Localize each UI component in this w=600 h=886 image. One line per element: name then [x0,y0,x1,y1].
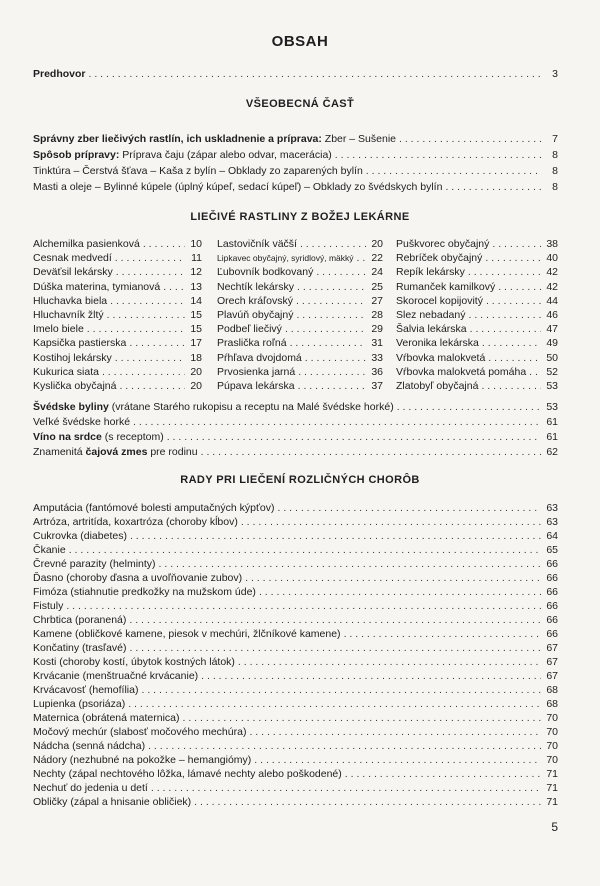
leader-dots [357,251,366,265]
entry-label: Nádcha (senná nádcha) [33,740,146,752]
entry-page: 29 [371,323,383,336]
entry-label: Chrbtica (poranená) [33,614,127,626]
entry-label: Slez nebadaný [396,309,466,321]
entry-page: 68 [546,698,558,710]
toc-entry[interactable] [33,627,558,641]
entry-label: Kyslička obyčajná [33,380,117,392]
leader-dots [285,322,366,336]
entry-page: 40 [546,252,558,265]
leader-dots [133,415,541,429]
leader-dots [298,365,366,379]
entry-bold-label: Víno na srdce [33,431,102,443]
entry-label: Ďasno (choroby ďasna a uvoľňovanie zubov) [33,572,243,584]
leader-dots [119,379,185,393]
leader-dots [468,308,541,322]
leader-dots [110,294,185,308]
toc-entry[interactable] [33,557,558,571]
toc-entry[interactable] [33,641,558,655]
entry-page: 49 [546,337,558,350]
toc-entry[interactable] [396,237,558,251]
toc-entry[interactable] [33,280,202,294]
toc-entry[interactable] [217,379,383,393]
entry-label: Krvácavosť (hemofília) [33,684,139,696]
entry-label: Kosti (choroby kostí, úbytok kostných látok) [33,656,235,668]
entry-page: 8 [552,165,558,177]
toc-entry[interactable] [396,265,558,279]
entry-label: Podbeľ liečivý [217,323,282,336]
toc-entry[interactable] [33,613,558,627]
leader-dots [296,294,366,308]
entry-page: 66 [546,628,558,640]
entry-label: Nechty (zápal nechtového lôžka, lámavé nechty alebo poškodené) [33,768,342,780]
entry-label: Alchemilka pasienková [33,238,140,250]
entry-page: 46 [546,309,558,321]
toc-entry[interactable] [396,294,558,308]
toc-entry[interactable] [33,795,558,809]
leader-dots [116,265,185,279]
entry-page: 18 [190,351,202,364]
entry-page: 44 [546,294,558,307]
toc-entry[interactable] [33,655,558,669]
page-title: OBSAH [271,33,329,50]
leader-dots [399,132,541,146]
toc-entry[interactable] [33,415,558,429]
entry-label: Nechuť do jedenia u detí [33,782,148,794]
toc-entry[interactable] [217,365,383,379]
entry-page: 66 [546,600,558,612]
leader-dots [129,613,541,627]
entry-label: Prvosienka jarná [217,365,296,378]
leader-dots [241,515,541,529]
leader-dots [182,711,541,725]
toc-entry[interactable] [33,430,558,444]
toc-entry[interactable] [33,669,558,683]
leader-dots [102,365,185,379]
entry-page: 64 [546,530,558,542]
entry-page: 53 [546,401,558,413]
leader-dots [141,683,541,697]
leader-dots [259,585,541,599]
toc-entry[interactable] [33,351,202,365]
leader-dots [366,164,541,178]
entry-label: Cukrovka (diabetes) [33,530,127,542]
entry-label: Repík lekársky [396,266,465,279]
toc-entry[interactable] [33,697,558,711]
entry-label: Cesnak medvedí [33,252,112,265]
entry-label: Vŕbovka malokvetá [396,351,486,364]
entry-page: 42 [546,266,558,279]
entry-label: Pŕhľava dvojdomá [217,351,302,364]
toc-entry[interactable] [33,571,558,585]
entry-label: Šalvia lekárska [396,323,467,336]
entry-label: Puškvorec obyčajný [396,238,490,250]
entry-page: 67 [546,642,558,654]
entry-page: 22 [371,252,383,265]
entry-page: 61 [546,431,558,443]
leader-dots [254,753,541,767]
leader-dots [345,767,541,781]
leader-dots [107,308,185,322]
toc-entry[interactable] [396,379,558,393]
entry-page: 66 [546,614,558,626]
leader-dots [89,67,541,81]
toc-entry[interactable] [33,365,202,379]
entry-page: 38 [546,238,558,250]
entry-page: 7 [552,133,558,145]
entry-label: Nádory (nezhubné na pokožke – hemangiómy) [33,754,252,766]
toc-entry[interactable] [396,308,558,322]
section-heading-advice: RADY PRI LIEČENÍ ROZLIČNÝCH CHORÔB [180,474,420,486]
entry-label: Plavúň obyčajný [217,309,294,321]
leader-dots [115,351,185,365]
toc-entry[interactable] [33,164,558,178]
entry-label: Dúška materina, tymianová [33,280,161,293]
toc-entry[interactable] [396,351,558,365]
entry-label: Veľké švédske horké [33,416,131,428]
entry-label: Krvácanie (menštruačné krvácanie) [33,670,199,682]
entry-label: Imelo biele [33,323,84,336]
entry-label: Močový mechúr (slabosť močového mechúra) [33,726,247,738]
entry-page: 68 [546,684,558,696]
leader-dots [69,543,541,557]
entry-bold-label: Spôsob prípravy: [33,149,120,161]
entry-label: Tinktúra – Čerstvá šťava – Kaša z bylín – Obklady zo zaparených bylín [33,165,363,177]
toc-entry[interactable] [217,237,383,251]
leader-dots [249,725,541,739]
entry-page: 66 [546,558,558,570]
leader-dots [486,294,541,308]
leader-dots [468,265,541,279]
entry-page: 52 [546,365,558,378]
toc-entry[interactable] [33,180,558,194]
toc-entry[interactable] [396,322,558,336]
toc-entry[interactable] [33,585,558,599]
leader-dots [305,351,366,365]
toc-entry[interactable] [33,543,558,557]
entry-page: 66 [546,586,558,598]
entry-label: Rebríček obyčajný [396,252,483,265]
entry-page: 13 [190,280,202,293]
leader-dots [481,379,541,393]
entry-label: Lastovičník väčší [217,238,297,250]
toc-entry[interactable] [33,379,202,393]
entry-page: 12 [190,266,202,279]
leader-dots [492,237,541,251]
toc-entry[interactable] [396,336,558,350]
entry-page: 63 [546,502,558,514]
toc-entry[interactable] [33,148,558,162]
entry-page: 62 [546,446,558,458]
entry-label: Nechtík lekársky [217,280,295,293]
toc-entry[interactable] [33,265,202,279]
leader-dots [296,308,366,322]
entry-page: 33 [371,351,383,364]
entry-page: 71 [546,782,558,794]
toc-entry-predhovor[interactable] [33,67,558,81]
entry-label: Hluchavník žltý [33,309,104,321]
entry-label: Praslička roľná [217,337,287,350]
entry-page: 63 [546,516,558,528]
leader-dots [115,251,185,265]
section-heading-plants: LIEČIVÉ RASTLINY Z BOŽEJ LEKÁRNE [190,211,410,223]
entry-page: 24 [371,266,383,279]
page-number: 5 [551,820,558,834]
leader-dots [148,739,541,753]
leader-dots [529,365,541,379]
leader-dots [201,445,541,459]
toc-entry[interactable] [217,265,383,279]
leader-dots [66,599,541,613]
entry-page: 50 [546,351,558,364]
entry-label: Končatiny (trasľavé) [33,642,127,654]
toc-entry[interactable] [33,753,558,767]
leader-dots [488,351,541,365]
leader-dots [297,280,366,294]
entry-label: Masti a oleje – Bylinné kúpele (úplný kúpeľ, sedací kúpeľ) – Obklady zo švédskych bylín [33,181,443,193]
entry-label: Skorocel kopijovitý [396,294,483,307]
entry-label: Obličky (zápal a hnisanie obličiek) [33,796,192,808]
toc-entry[interactable] [217,280,383,294]
toc-entry[interactable] [33,515,558,529]
toc-entry[interactable] [217,294,383,308]
entry-label: Lipkavec obyčajný, syridlový, mäkký [217,253,354,264]
entry-page: 28 [371,309,383,321]
leader-dots [290,336,366,350]
leader-dots [201,669,541,683]
leader-dots [485,251,541,265]
leader-dots [143,237,185,251]
entry-page: 67 [546,656,558,668]
entry-label: Kapsička pastierska [33,337,127,350]
entry-page: 11 [191,252,202,265]
entry-page: 14 [190,294,202,307]
toc-entry[interactable] [33,308,202,322]
entry-label: pre rodinu [147,446,198,458]
entry-label: Predhovor [33,68,86,80]
entry-label: Znamenitá [33,446,86,458]
leader-dots [498,280,541,294]
entry-label: Deväťsil lekársky [33,266,113,279]
toc-entry[interactable] [33,322,202,336]
entry-page: 15 [190,323,202,336]
entry-label: Maternica (obrátená maternica) [33,712,180,724]
leader-dots [300,237,366,251]
leader-dots [163,280,185,294]
entry-label: Kukurica siata [33,365,99,378]
leader-dots [151,781,541,795]
leader-dots [130,641,541,655]
entry-page: 67 [546,670,558,682]
entry-page: 71 [546,796,558,808]
entry-page: 20 [190,365,202,378]
toc-entry[interactable] [33,767,558,781]
entry-label: Orech kráľovský [217,294,293,307]
entry-page: 36 [371,365,383,378]
leader-dots [316,265,366,279]
entry-label: Kamene (obličkové kamene, piesok v mechúri, žlčníkové kamene) [33,628,341,640]
entry-bold-label: Švédske byliny [33,401,109,413]
leader-dots [129,336,185,350]
toc-entry[interactable] [217,336,383,350]
entry-label: Amputácia (fantómové bolesti amputačných kýpťov) [33,502,275,514]
leader-dots [445,180,541,194]
leader-dots [482,336,541,350]
entry-page: 15 [190,309,202,321]
toc-entry[interactable] [396,365,558,379]
entry-page: 70 [546,712,558,724]
toc-entry[interactable] [33,529,558,543]
toc-entry[interactable] [33,294,202,308]
entry-page: 70 [546,754,558,766]
leader-dots [277,501,541,515]
entry-page: 47 [546,323,558,336]
entry-label: Príprava čaju (zápar alebo odvar, macerácia) [119,149,332,161]
toc-entry[interactable] [396,251,558,265]
toc-entry[interactable] [217,322,383,336]
leader-dots [335,148,541,162]
entry-label: Čkanie [33,544,66,556]
entry-label: Artróza, artritída, koxartróza (choroby kĺbov) [33,516,238,528]
entry-page: 17 [190,337,202,350]
entry-label: Púpava lekárska [217,380,295,392]
leader-dots [130,529,541,543]
entry-label: (s receptom) [101,431,164,443]
entry-label: Fistuly [33,600,64,612]
toc-entry[interactable] [33,132,558,146]
toc-entry[interactable] [33,400,558,414]
entry-page: 10 [190,238,202,250]
entry-page: 3 [552,68,558,80]
entry-page: 66 [546,572,558,584]
toc-entry[interactable] [33,725,558,739]
leader-dots [298,379,366,393]
toc-entry[interactable] [33,251,202,265]
toc-entry[interactable] [33,711,558,725]
entry-bold-label: čajová zmes [85,446,148,458]
entry-label: Hluchavka biela [33,294,108,307]
leader-dots [194,795,541,809]
entry-page: 53 [546,380,558,392]
leader-dots [167,430,541,444]
entry-label: (vrátane Starého rukopisu a receptu na Malé švédske horké) [108,401,394,413]
entry-page: 42 [546,280,558,293]
entry-bold-label: Správny zber liečivých rastlín, ich uskladnenie a príprava: [33,133,322,145]
toc-entry[interactable] [396,280,558,294]
toc-entry[interactable] [33,445,558,459]
entry-label: Zlatobyľ obyčajná [396,380,479,392]
toc-entry[interactable] [33,599,558,613]
toc-entry[interactable] [33,781,558,795]
leader-dots [128,697,541,711]
leader-dots [238,655,541,669]
entry-label: Lupienka (psoriáza) [33,698,126,710]
entry-label: Zber – Sušenie [321,133,397,145]
entry-page: 61 [546,416,558,428]
entry-page: 25 [371,280,383,293]
entry-page: 65 [546,544,558,556]
toc-entry[interactable] [33,336,202,350]
toc-entry[interactable] [33,739,558,753]
section-heading-general: VŠEOBECNÁ ČASŤ [245,98,355,110]
leader-dots [159,557,541,571]
toc-entry[interactable] [33,501,558,515]
entry-page: 70 [546,740,558,752]
toc-entry[interactable] [217,308,383,322]
entry-label: Veronika lekárska [396,337,479,350]
leader-dots [397,400,541,414]
entry-page: 70 [546,726,558,738]
entry-label: Vŕbovka malokvetá pomáha [396,365,527,378]
entry-page: 20 [190,380,202,392]
entry-page: 31 [371,337,383,350]
toc-entry[interactable] [217,351,383,365]
entry-label: Fimóza (stiahnutie predkožky na mužskom úde) [33,586,256,598]
toc-entry[interactable] [217,251,383,265]
entry-label: Črevné parazity (helminty) [33,558,156,570]
entry-label: Ľubovník bodkovaný [217,266,314,279]
toc-entry[interactable] [33,683,558,697]
entry-page: 8 [552,181,558,193]
entry-page: 27 [371,294,383,307]
entry-page: 71 [546,768,558,780]
leader-dots [245,571,541,585]
entry-label: Rumanček kamilkový [396,280,496,293]
leader-dots [344,627,541,641]
toc-entry[interactable] [33,237,202,251]
entry-page: 20 [371,238,383,250]
leader-dots [470,322,541,336]
entry-label: Kostihoj lekársky [33,351,112,364]
entry-page: 8 [552,149,558,161]
leader-dots [87,322,185,336]
entry-page: 37 [371,380,383,392]
